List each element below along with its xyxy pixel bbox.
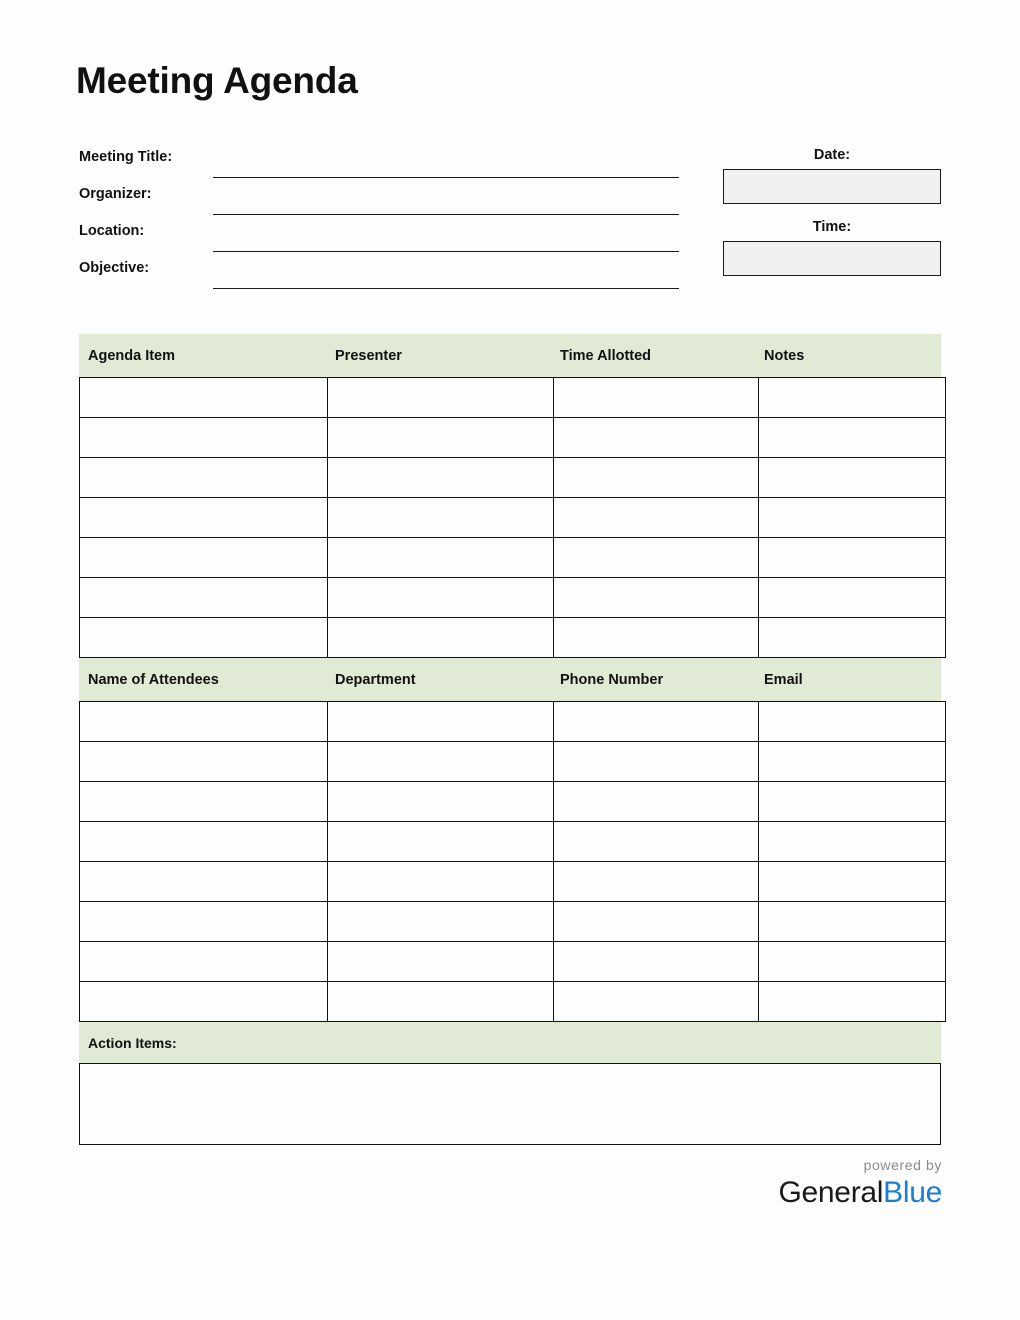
table-row: [80, 782, 946, 822]
agenda-cell[interactable]: [328, 578, 554, 618]
agenda-cell[interactable]: [80, 378, 328, 418]
attendees-header-phone-number: Phone Number: [560, 671, 664, 688]
agenda-cell[interactable]: [328, 458, 554, 498]
field-row-organizer: [79, 182, 683, 219]
table-row: [80, 578, 946, 618]
date-time-block: [723, 145, 941, 276]
agenda-cell[interactable]: [759, 378, 946, 418]
meeting-title-input[interactable]: [213, 177, 679, 178]
time-input[interactable]: [723, 241, 941, 276]
agenda-cell[interactable]: [554, 538, 759, 578]
agenda-cell[interactable]: [80, 498, 328, 538]
brand-name: [779, 1178, 943, 1208]
agenda-header-agenda-item: Agenda Item: [88, 347, 176, 364]
field-row-meeting-title: [79, 145, 683, 182]
attendee-cell[interactable]: [554, 702, 759, 742]
agenda-header-notes: Notes: [764, 347, 805, 364]
agenda-cell[interactable]: [328, 618, 554, 658]
attendee-cell[interactable]: [328, 742, 554, 782]
time-label: Time:: [812, 219, 852, 235]
action-items-header: [79, 1022, 941, 1063]
table-row: [80, 742, 946, 782]
agenda-cell[interactable]: [554, 458, 759, 498]
attendee-cell[interactable]: [759, 942, 946, 982]
attendees-table-header: [79, 658, 941, 701]
agenda-cell[interactable]: [759, 538, 946, 578]
attendees-table: [79, 701, 946, 1022]
attendee-cell[interactable]: [80, 822, 328, 862]
table-row: [80, 538, 946, 578]
agenda-cell[interactable]: [328, 378, 554, 418]
attendee-cell[interactable]: [759, 742, 946, 782]
agenda-cell[interactable]: [759, 418, 946, 458]
field-row-objective: [79, 256, 683, 293]
attendee-cell[interactable]: [328, 902, 554, 942]
table-row: [80, 862, 946, 902]
agenda-cell[interactable]: [554, 618, 759, 658]
agenda-cell[interactable]: [759, 498, 946, 538]
location-input[interactable]: [213, 251, 679, 252]
agenda-cell[interactable]: [328, 498, 554, 538]
field-row-location: [79, 219, 683, 256]
attendee-cell[interactable]: [759, 902, 946, 942]
attendee-cell[interactable]: [554, 902, 759, 942]
agenda-cell[interactable]: [80, 418, 328, 458]
attendee-cell[interactable]: [554, 782, 759, 822]
attendee-cell[interactable]: [80, 702, 328, 742]
attendee-cell[interactable]: [759, 702, 946, 742]
agenda-cell[interactable]: [554, 418, 759, 458]
spacer: [723, 204, 941, 217]
table-row: [80, 618, 946, 658]
agenda-cell[interactable]: [554, 378, 759, 418]
page-title: Meeting Agenda: [76, 60, 358, 101]
powered-by-label: powered by: [863, 1157, 942, 1173]
agenda-header-time-allotted: Time Allotted: [560, 347, 652, 364]
table-row: [80, 378, 946, 418]
attendee-cell[interactable]: [759, 822, 946, 862]
table-row: [80, 822, 946, 862]
table-row: [80, 458, 946, 498]
attendee-cell[interactable]: [328, 822, 554, 862]
attendee-cell[interactable]: [328, 862, 554, 902]
brand-name-blue: Blue: [883, 1176, 942, 1209]
attendee-cell[interactable]: [328, 942, 554, 982]
attendees-header-department: Department: [335, 671, 416, 688]
attendees-header-email: Email: [764, 671, 803, 688]
brand-name-general: General: [778, 1176, 884, 1209]
date-input[interactable]: [723, 169, 941, 204]
agenda-table: [79, 377, 946, 658]
tables-region: [79, 334, 941, 1145]
attendees-header-name: Name of Attendees: [88, 671, 219, 688]
agenda-cell[interactable]: [554, 498, 759, 538]
agenda-cell[interactable]: [759, 578, 946, 618]
objective-label: Objective:: [79, 260, 150, 276]
table-row: [80, 498, 946, 538]
table-row: [80, 418, 946, 458]
agenda-cell[interactable]: [80, 618, 328, 658]
agenda-cell[interactable]: [80, 538, 328, 578]
action-items-input[interactable]: [79, 1063, 941, 1145]
meeting-details-form: [79, 145, 683, 293]
attendee-cell[interactable]: [554, 822, 759, 862]
table-row: [80, 982, 946, 1022]
agenda-cell[interactable]: [554, 578, 759, 618]
agenda-cell[interactable]: [759, 618, 946, 658]
action-items-label: Action Items:: [88, 1034, 177, 1051]
agenda-cell[interactable]: [80, 458, 328, 498]
location-label: Location:: [79, 223, 145, 239]
attendee-cell[interactable]: [80, 942, 328, 982]
agenda-header-presenter: Presenter: [335, 347, 402, 364]
meeting-title-label: Meeting Title:: [79, 149, 173, 165]
agenda-table-header: [79, 334, 941, 377]
attendee-cell[interactable]: [759, 862, 946, 902]
agenda-cell[interactable]: [328, 418, 554, 458]
attendee-cell[interactable]: [80, 782, 328, 822]
agenda-cell[interactable]: [759, 458, 946, 498]
attendee-cell[interactable]: [80, 742, 328, 782]
attendee-cell[interactable]: [554, 742, 759, 782]
attendee-cell[interactable]: [554, 982, 759, 1022]
agenda-cell[interactable]: [328, 538, 554, 578]
objective-input[interactable]: [213, 288, 679, 289]
agenda-cell[interactable]: [80, 578, 328, 618]
attendee-cell[interactable]: [80, 902, 328, 942]
table-row: [80, 702, 946, 742]
attendee-cell[interactable]: [759, 782, 946, 822]
attendees-table-body: [80, 702, 946, 1022]
attendee-cell[interactable]: [80, 982, 328, 1022]
attendee-cell[interactable]: [554, 942, 759, 982]
attendee-cell[interactable]: [328, 702, 554, 742]
attendee-cell[interactable]: [554, 862, 759, 902]
attendee-cell[interactable]: [759, 982, 946, 1022]
attendee-cell[interactable]: [80, 862, 328, 902]
agenda-table-body: [80, 378, 946, 658]
date-label: Date:: [813, 147, 851, 163]
organizer-label: Organizer:: [79, 186, 152, 202]
table-row: [80, 942, 946, 982]
table-row: [80, 902, 946, 942]
organizer-input[interactable]: [213, 214, 679, 215]
attendee-cell[interactable]: [328, 982, 554, 1022]
attendee-cell[interactable]: [328, 782, 554, 822]
brand-logo: [779, 1158, 943, 1208]
